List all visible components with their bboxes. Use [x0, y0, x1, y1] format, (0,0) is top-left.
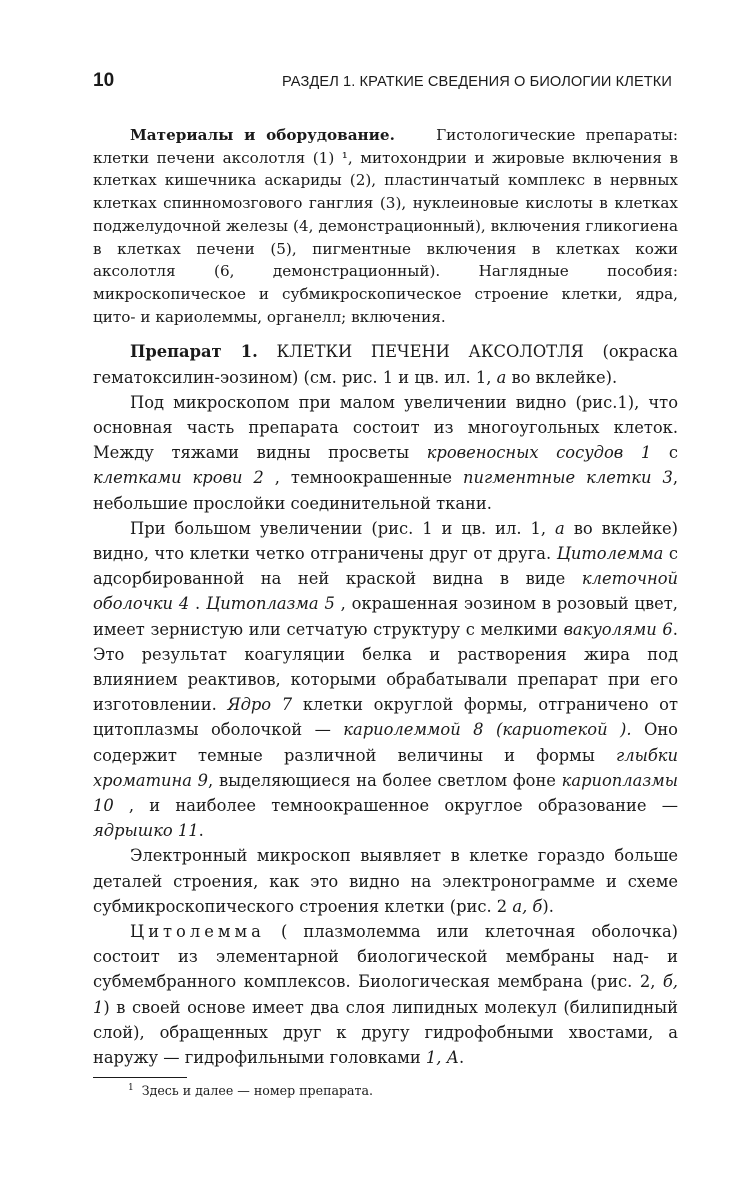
preparation-rest2: во вклейке).	[511, 367, 618, 387]
paragraph-2	[93, 516, 678, 844]
text: , окрашенная эозином в розовый цвет, имеет зернистую или сетчатую структуру с мелкими	[93, 594, 678, 639]
text: во вклейке) видно, что клетки четко отграничены друг от друга.	[93, 518, 678, 563]
text: , темноокрашенные	[263, 468, 464, 488]
footnote-text: Здесь и далее — номер препарата.	[141, 1083, 374, 1099]
term: 1, А	[425, 1048, 459, 1068]
text: , выделяющиеся на более светлом фоне	[208, 770, 562, 790]
term: Цитолемма	[556, 543, 664, 563]
materials-paragraph	[93, 124, 678, 328]
term: ядрышко 11	[93, 821, 199, 841]
spaced-term: Цитолемма	[130, 922, 265, 941]
term: кариолеммой 8 (кариотекой ).	[343, 720, 632, 740]
text: ).	[542, 896, 554, 916]
text: клетки округлой формы, отграничено от цитоплазмы оболочкой —	[93, 695, 678, 740]
term: кровеносных сосудов 1	[426, 443, 652, 463]
page-number: 10	[93, 70, 115, 91]
preparation-rest: (окраска гематоксилин-эозином) (см. рис. 1 и цв. ил. 1,	[93, 342, 678, 387]
preparation-paragraph	[93, 339, 678, 389]
text: Под микроскопом при малом увеличении видно (рис.1), что основная часть препарата состоит из многоугольных клеток. Между тяжами видны просветы	[93, 392, 678, 463]
footnote	[128, 1083, 373, 1098]
materials-label: Материалы и оборудование.	[130, 126, 395, 144]
paragraph-1	[93, 390, 678, 516]
text: с	[651, 443, 678, 463]
text: с адсорбированной на ней краской видна в виде	[93, 543, 679, 589]
main-text	[93, 124, 678, 1070]
running-title: РАЗДЕЛ 1. КРАТКИЕ СВЕДЕНИЯ О БИОЛОГИИ КЛЕТКИ	[281, 74, 672, 90]
term: кариоплазмы 10	[93, 770, 678, 815]
term: глыбки хроматина 9	[93, 745, 678, 790]
term: вакуолями 6	[563, 619, 673, 639]
text: При большом увеличении (рис. 1 и цв. ил. 1,	[130, 518, 556, 538]
text: Электронный микроскоп выявляет в клетке гораздо больше деталей строения, как это видно на электронограмме и схеме субмикроскопического строения клетки (рис. 2	[93, 846, 678, 916]
preparation-title: КЛЕТКИ ПЕЧЕНИ АКСОЛОТЛЯ	[276, 342, 584, 362]
text: ( плазмолемма или клеточная оболочка) состоит из элементарной биологической мембраны над- и субмембранного комплексов. Биологическая мембрана (рис. 2,	[93, 922, 678, 992]
paragraph-3	[93, 843, 678, 919]
term: б, 1	[93, 972, 678, 1017]
preparation-fig-letter: а	[496, 367, 507, 387]
text: Оно содержит темные различной величины и формы	[93, 720, 678, 765]
term: а, б	[512, 896, 543, 916]
paragraph-4	[93, 919, 678, 1070]
text: ) в своей основе имеет два слоя липидных молекул (билипидный слой), обращенных друг к другу гидрофобными хвостами, а наружу — гидрофильными головками	[93, 997, 678, 1068]
footnote-divider	[93, 1077, 187, 1078]
term: клетками крови 2	[93, 468, 264, 488]
preparation-label: Препарат 1.	[130, 342, 258, 362]
materials-text: Гистологические препараты: клетки печени аксолотля (1) ¹, митохондрии и жировые включения в клетках кишечника аскариды (2), пластинчатый комплекс в нервных клетках спинномозгового ганглия (3), нуклеиновые кислоты в клетках поджелудочной железы (4, демонстрационный), включения гликогиена в клетках печени (5), пигментные включения в клетках кожи аксолотля (6, демонстрационный). Наглядные пособия: микроскопическое и субмикроскопическое строение клетки, ядра, цито- и кариолеммы, органелл; включения.	[93, 126, 678, 326]
text: .	[198, 821, 204, 841]
text: , небольшие прослойки соединительной ткани.	[93, 468, 679, 513]
term: Ядро 7	[227, 695, 293, 715]
text: , и наиболее темноокрашенное округлое образование —	[113, 795, 678, 815]
term: пигментные клетки 3	[463, 468, 673, 488]
term: Цитоплазма 5	[206, 594, 335, 614]
text: .	[189, 594, 207, 614]
text: . Это результат коагуляции белка и растворения жира под влиянием реактивов, которыми обрабатывали препарат при его изготовлении.	[93, 619, 678, 715]
term: клеточной оболочки 4	[93, 569, 678, 614]
text: .	[458, 1048, 465, 1068]
term: а	[555, 518, 565, 538]
footnote-marker: 1	[128, 1083, 134, 1093]
